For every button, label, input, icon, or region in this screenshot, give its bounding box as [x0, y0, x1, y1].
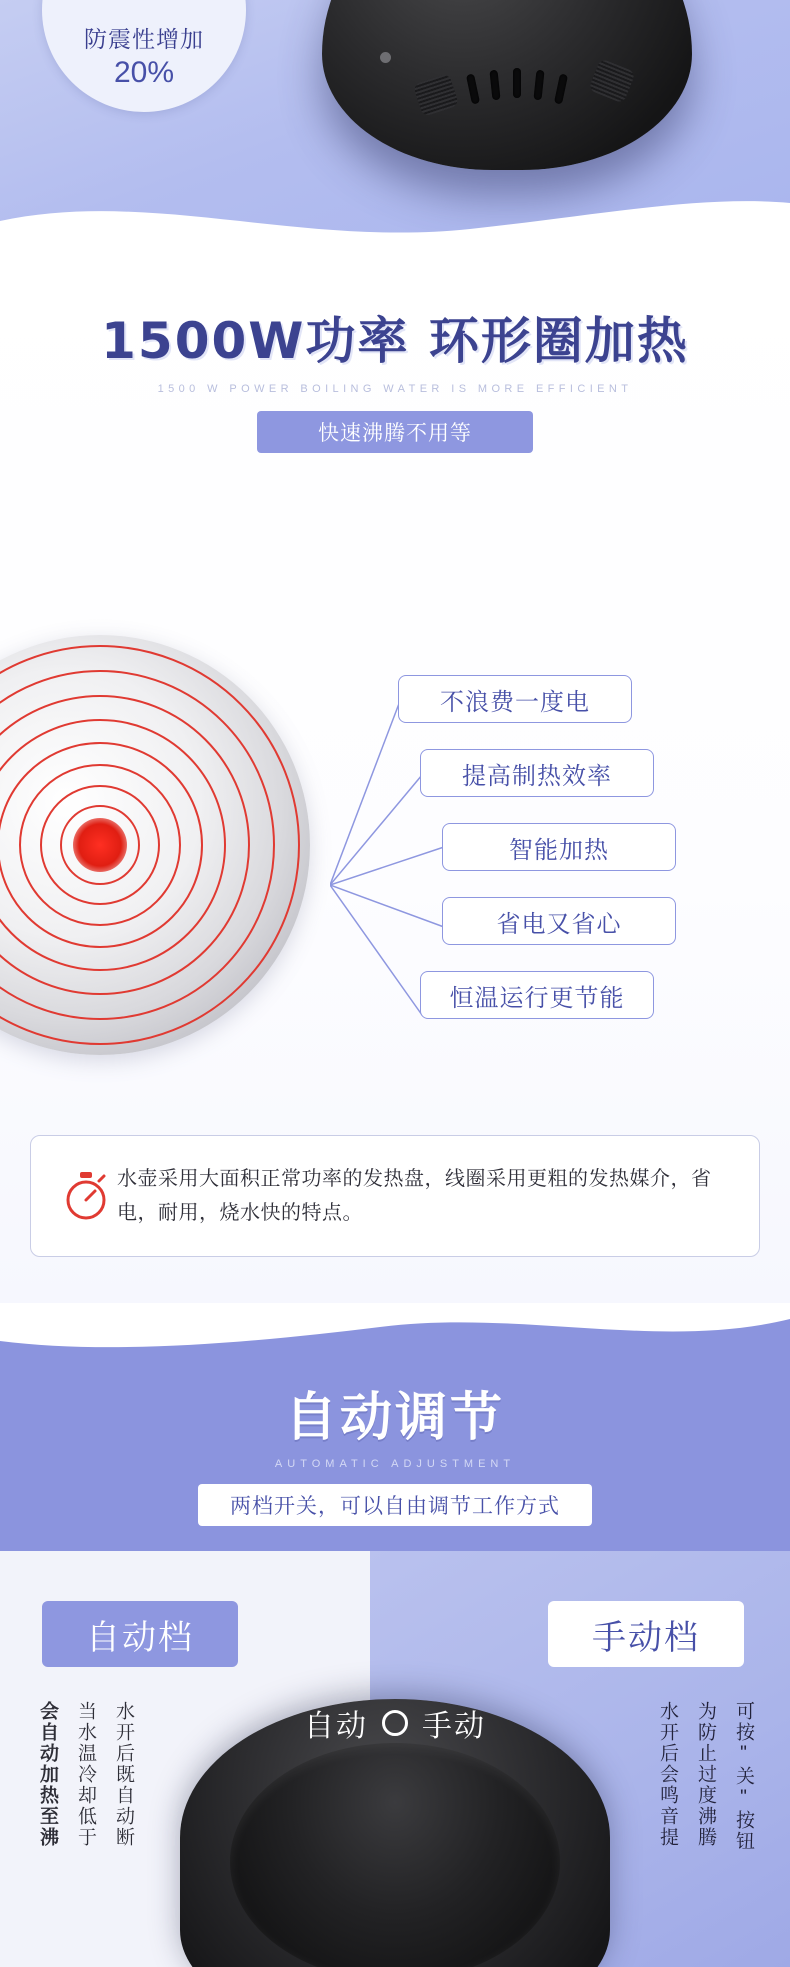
manual-mode-text-col: 为防止过度沸腾: [695, 1701, 716, 1848]
auto-mode-text-col: 水开后既自动断: [113, 1701, 134, 1848]
lid-vent-slot: [513, 68, 521, 98]
auto-subtitle-en: AUTOMATIC ADJUSTMENT: [274, 1458, 516, 1470]
lid-mesh-icon: [413, 73, 460, 117]
hero-wave-divider: [0, 187, 790, 255]
lid-vent-slot: [533, 70, 544, 101]
modes-section: [0, 1551, 790, 1967]
lid-vent-slot: [489, 70, 500, 101]
shock-resistance-badge: [42, 0, 246, 112]
callout-item: 提高制热效率: [420, 749, 654, 797]
switch-auto-label: 自动: [304, 1710, 368, 1743]
stopwatch-icon: [55, 1171, 117, 1221]
coil-hot-core: [73, 818, 127, 872]
callout-item: 不浪费一度电: [398, 675, 632, 723]
badge-line2: 20%: [113, 56, 175, 89]
auto-mode-text-col: 当水温冷却低于: [75, 1701, 96, 1848]
auto-pill-label: 两档开关，可以自由调节工作方式: [198, 1484, 592, 1526]
manual-mode-text-col: 可按"关"按钮: [733, 1701, 754, 1852]
auto-adjust-section: [0, 1303, 790, 1551]
lid-vent-slot: [554, 73, 568, 104]
power-note-box: [30, 1135, 760, 1257]
power-pill-label: 快速沸腾不用等: [257, 411, 533, 453]
manual-mode-text-col: 水开后会鸣音提: [657, 1701, 678, 1848]
lid-mesh-icon: [588, 58, 636, 104]
lid-indicator-dot: [380, 52, 391, 63]
feature-callout-list: [398, 675, 778, 1045]
lid-vent-slot: [466, 73, 480, 104]
hero-section: [0, 0, 790, 255]
callout-item: 省电又省心: [442, 897, 676, 945]
heating-coil-illustration: [0, 635, 310, 1055]
auto-mode-tag: 自动档: [42, 1601, 238, 1667]
manual-mode-tag: 手动档: [548, 1601, 744, 1667]
auto-title: 自动调节: [284, 1388, 505, 1448]
power-title: 1500W功率 环形圈加热: [101, 312, 689, 370]
circle-knob-icon: [382, 1710, 408, 1736]
badge-line1: 防震性增加: [84, 26, 204, 52]
power-note-text: 水壶采用大面积正常功率的发热盘，线圈采用更粗的发热媒介，省电，耐用，烧水快的特点。: [117, 1168, 712, 1224]
lid-vent-group: [417, 68, 647, 128]
kettle-lid-photo: [322, 0, 692, 170]
kettle-base-inner-disc: [230, 1743, 560, 1967]
callout-item: 恒温运行更节能: [420, 971, 654, 1019]
auto-wave-divider: [0, 1303, 790, 1365]
auto-mode-text-col: 会自动加热至沸: [37, 1701, 58, 1848]
switch-manual-label: 手动: [422, 1710, 486, 1743]
power-subtitle-en: 1500 W POWER BOILING WATER IS MORE EFFICIENT: [157, 383, 633, 395]
mode-switch-label: [304, 1701, 486, 1745]
callout-item: 智能加热: [442, 823, 676, 871]
power-section: [0, 255, 790, 1303]
